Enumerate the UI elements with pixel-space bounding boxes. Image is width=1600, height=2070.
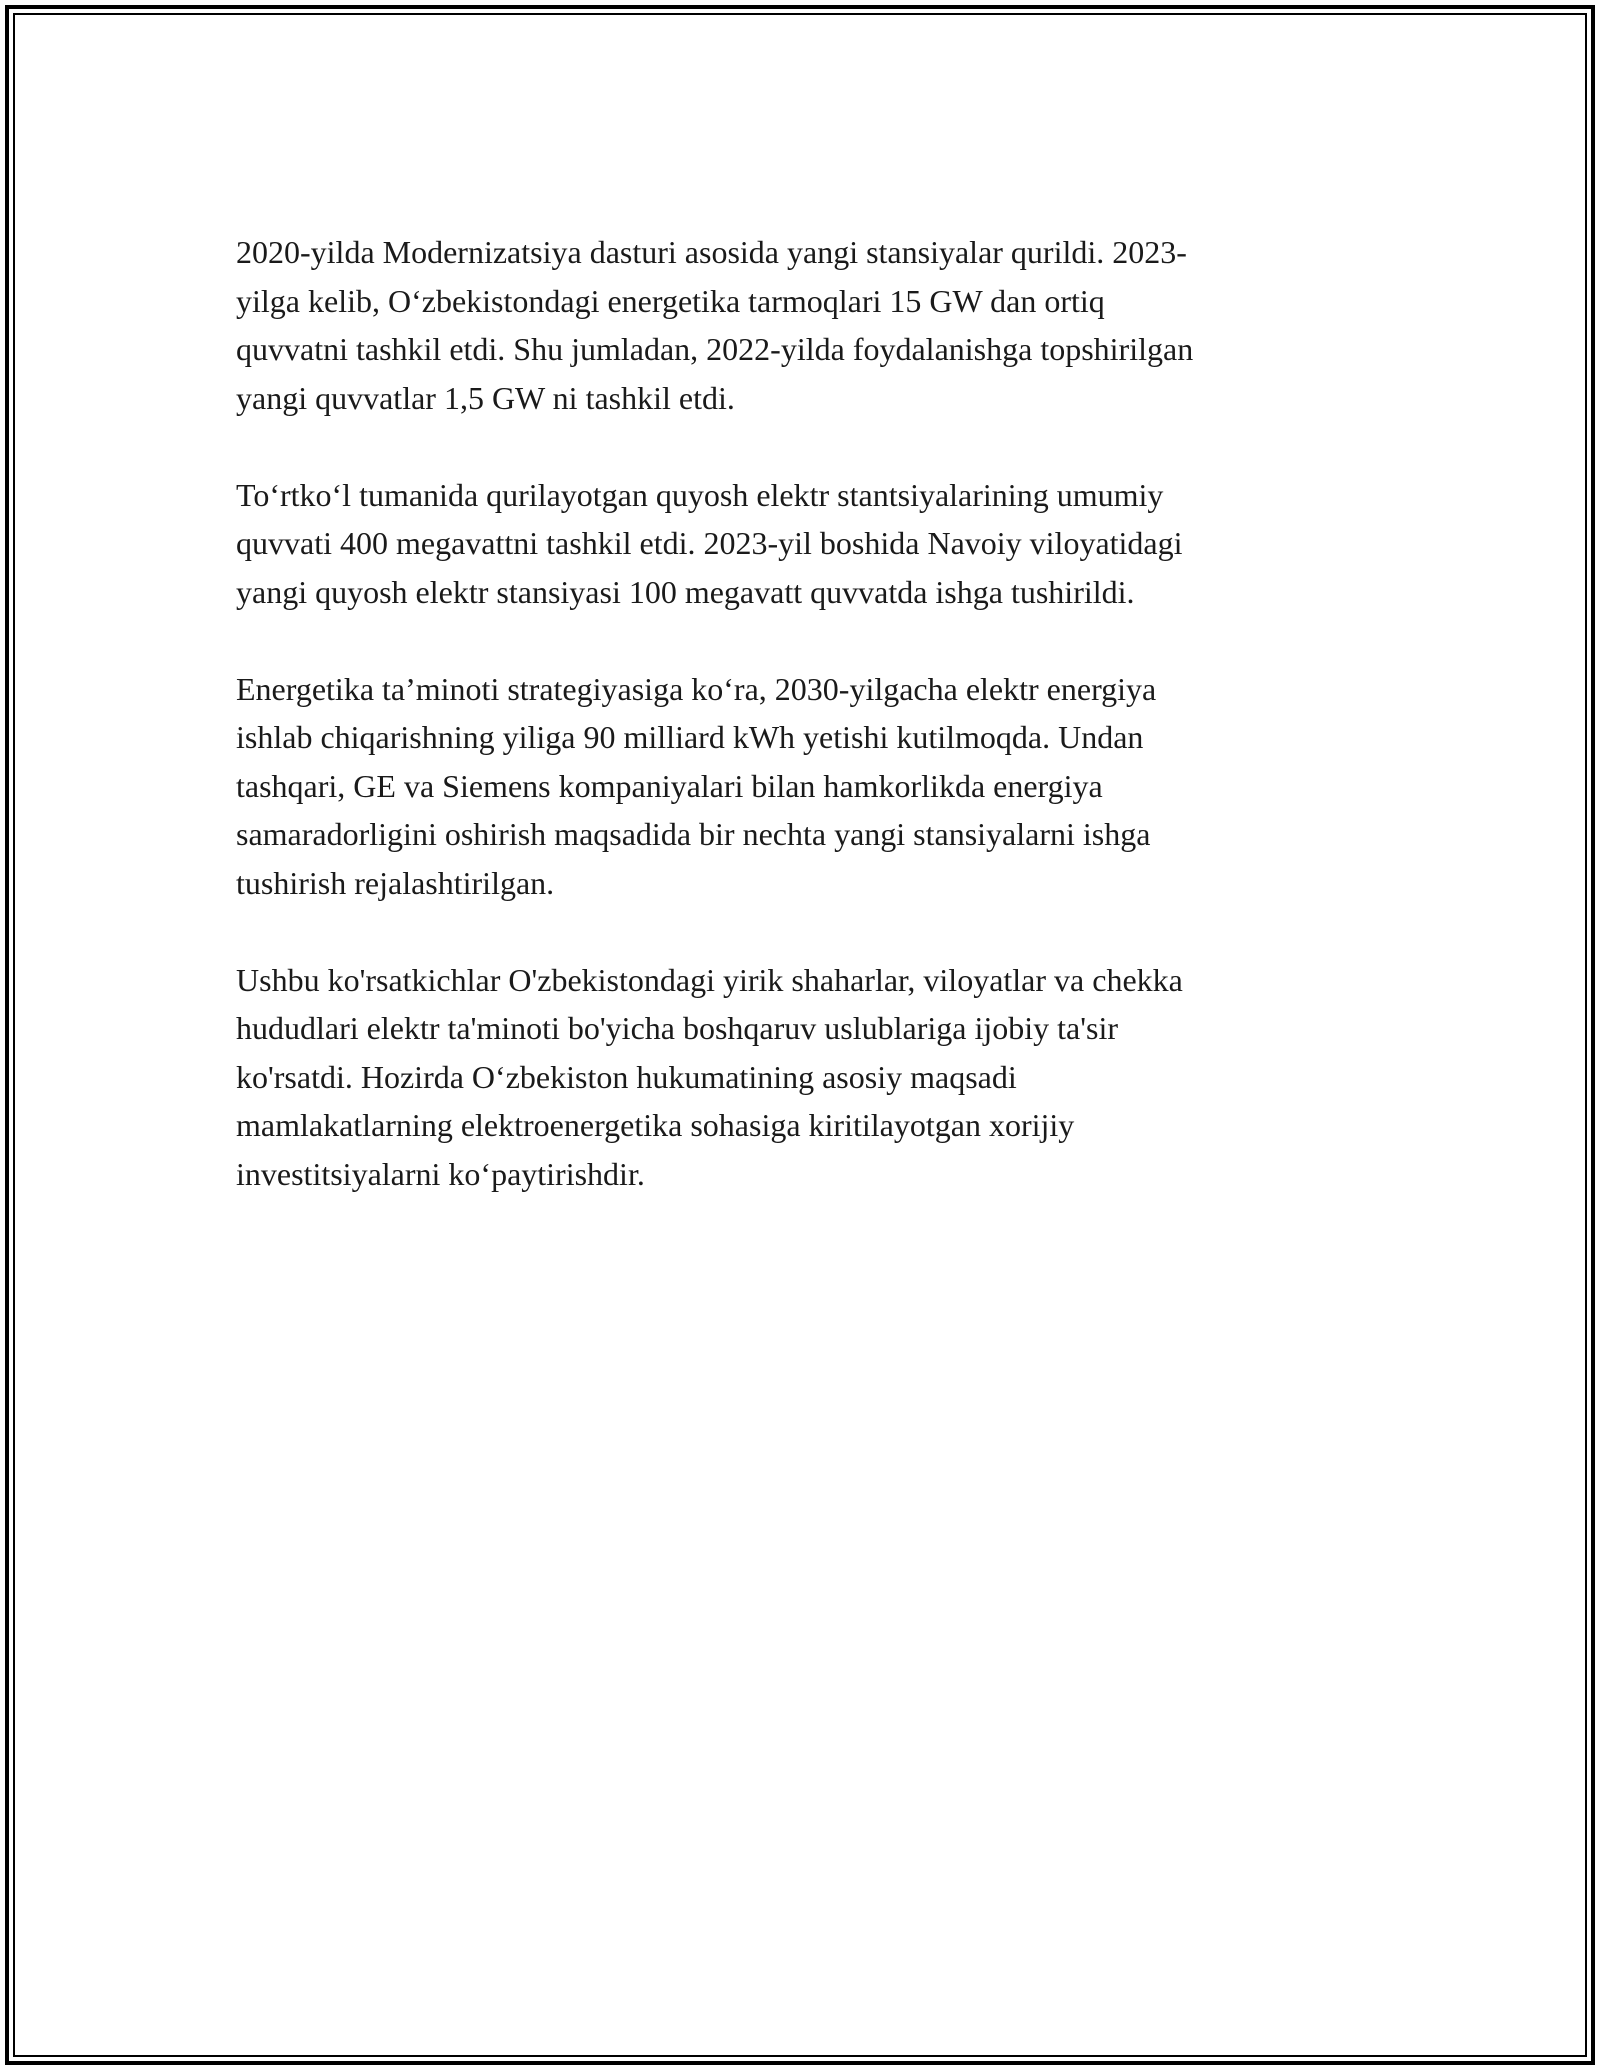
paragraph-investment: Ushbu ko'rsatkichlar O'zbekistondagi yirik shaharlar, viloyatlar va chekka hududlari elektr ta'minoti bo'yicha boshqaruv uslublariga ijobiy ta'sir ko'rsatdi. Hozirda O‘zbekiston hukumatining asosiy maqsadi mamlakatlarning elektroenergetika sohasiga kiritilayotgan xorijiy investitsiyalarni ko‘paytirishdir. (236, 961, 1183, 1192)
document-body (236, 228, 1366, 1247)
paragraph-energy-strategy: Energetika ta’minoti strategiyasiga ko‘ra, 2030-yilgacha elektr energiya ishlab chiqarishning yiliga 90 milliard kWh yetishi kutilmoqda. Undan tashqari, GE va Siemens kompaniyalari bilan hamkorlikda energiya samaradorligini oshirish maqsadida bir nechta yangi stansiyalarni ishga tushirish rejalashtirilgan. (236, 670, 1157, 901)
paragraph-solar-stations: To‘rtko‘l tumanida qurilayotgan quyosh elektr stantsiyalarining umumiy quvvati 400 megavattni tashkil etdi. 2023-yil boshida Navoiy viloyatidagi yangi quyosh elektr stansiyasi 100 megavatt quvvatda ishga tushirildi. (236, 476, 1183, 610)
paragraph-modernization: 2020-yilda Modernizatsiya dasturi asosida yangi stansiyalar qurildi. 2023- yilga kelib, O‘zbekistondagi energetika tarmoqlari 15 GW dan ortiq quvvatni tashkil etdi. Shu jumladan, 2022-yilda foydalanishga topshirilgan yangi quvvatlar 1,5 GW ni tashkil etdi. (236, 234, 1194, 416)
